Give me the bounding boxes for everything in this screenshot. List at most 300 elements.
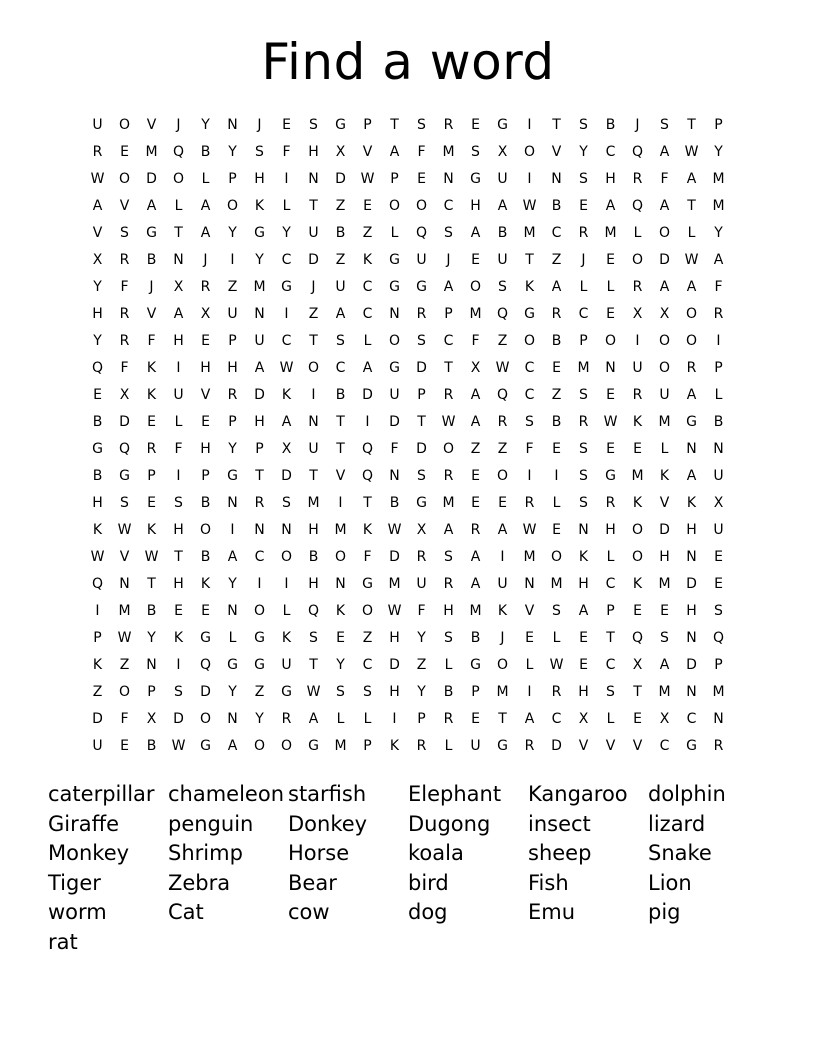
grid-letter: G bbox=[416, 495, 427, 511]
grid-letter: M bbox=[577, 360, 590, 376]
grid-letter: E bbox=[93, 387, 102, 403]
grid-letter: Y bbox=[714, 225, 723, 241]
grid-letter: P bbox=[93, 630, 102, 646]
grid-letter: U bbox=[389, 387, 400, 403]
grid-letter: E bbox=[552, 441, 561, 457]
word-list-item: koala bbox=[408, 841, 464, 865]
grid-letter: C bbox=[659, 738, 670, 754]
grid-letter: N bbox=[713, 441, 724, 457]
word-list-item: Elephant bbox=[408, 782, 502, 806]
grid-letter: B bbox=[200, 495, 211, 511]
word-list-item: Monkey bbox=[48, 841, 130, 865]
grid-letter: D bbox=[146, 171, 157, 187]
grid-letter: U bbox=[497, 171, 508, 187]
grid-letter: K bbox=[173, 630, 184, 646]
grid-letter: J bbox=[203, 252, 208, 268]
grid-letter: O bbox=[631, 252, 644, 268]
grid-letter: P bbox=[363, 117, 372, 133]
grid-letter: N bbox=[119, 576, 130, 592]
grid-letter: F bbox=[120, 360, 129, 376]
grid-letter: E bbox=[606, 306, 615, 322]
grid-letter: B bbox=[470, 630, 481, 646]
grid-letter: T bbox=[390, 117, 399, 133]
grid-letter: E bbox=[471, 468, 480, 484]
grid-letter: X bbox=[200, 306, 211, 322]
grid-letter: W bbox=[603, 414, 618, 430]
grid-letter: S bbox=[579, 171, 588, 187]
grid-letter: I bbox=[284, 171, 289, 187]
grid-letter: G bbox=[524, 306, 535, 322]
grid-letter: C bbox=[281, 333, 292, 349]
grid-letter: I bbox=[392, 711, 397, 727]
grid-letter: U bbox=[308, 441, 319, 457]
grid-letter: K bbox=[497, 603, 508, 619]
grid-letter: F bbox=[417, 603, 426, 619]
grid-letter: V bbox=[605, 738, 616, 754]
word-list-item: dog bbox=[408, 900, 448, 924]
grid-letter: G bbox=[281, 279, 292, 295]
grid-letter: N bbox=[551, 171, 562, 187]
grid-letter: R bbox=[524, 495, 535, 511]
grid-letter: I bbox=[716, 333, 721, 349]
grid-letter: S bbox=[660, 117, 669, 133]
grid-letter: C bbox=[335, 360, 346, 376]
grid-letter: Q bbox=[91, 360, 104, 376]
grid-letter: U bbox=[92, 738, 103, 754]
grid-letter: U bbox=[659, 387, 670, 403]
grid-letter: W bbox=[684, 252, 699, 268]
grid-letter: L bbox=[228, 630, 237, 646]
grid-letter: Q bbox=[361, 441, 374, 457]
grid-letter: V bbox=[335, 468, 346, 484]
grid-letter: S bbox=[498, 279, 507, 295]
grid-letter: F bbox=[660, 171, 669, 187]
grid-letter: C bbox=[524, 387, 535, 403]
grid-letter: O bbox=[118, 171, 131, 187]
grid-letter: L bbox=[552, 495, 561, 511]
grid-letter: W bbox=[522, 198, 537, 214]
grid-letter: N bbox=[227, 117, 238, 133]
grid-letter: H bbox=[200, 360, 211, 376]
grid-letter: K bbox=[578, 549, 589, 565]
grid-letter: S bbox=[444, 630, 453, 646]
grid-letter: A bbox=[389, 144, 400, 160]
grid-letter: G bbox=[119, 468, 130, 484]
grid-letter: P bbox=[417, 711, 426, 727]
grid-letter: C bbox=[578, 306, 589, 322]
grid-letter: E bbox=[471, 117, 480, 133]
word-list-item: Snake bbox=[648, 841, 712, 865]
grid-letter: E bbox=[471, 252, 480, 268]
grid-letter: G bbox=[146, 225, 157, 241]
grid-letter: R bbox=[686, 360, 697, 376]
grid-letter: O bbox=[685, 306, 698, 322]
grid-letter: R bbox=[119, 252, 130, 268]
word-list-item: penguin bbox=[168, 811, 254, 836]
grid-letter: I bbox=[527, 468, 532, 484]
grid-letter: Z bbox=[551, 252, 562, 268]
grid-letter: S bbox=[714, 603, 723, 619]
grid-letter: A bbox=[551, 279, 562, 295]
grid-letter: T bbox=[174, 225, 183, 241]
grid-letter: I bbox=[230, 522, 235, 538]
grid-letter: Q bbox=[631, 198, 644, 214]
grid-letter: O bbox=[415, 198, 428, 214]
grid-letter: M bbox=[496, 684, 509, 700]
grid-letter: P bbox=[201, 468, 210, 484]
grid-letter: Z bbox=[551, 387, 562, 403]
grid-letter: O bbox=[361, 603, 374, 619]
grid-letter: X bbox=[92, 252, 103, 268]
grid-letter: K bbox=[632, 576, 643, 592]
grid-letter: Y bbox=[417, 684, 426, 700]
grid-letter: X bbox=[416, 522, 427, 538]
word-list-item: sheep bbox=[528, 841, 592, 865]
grid-letter: O bbox=[280, 549, 293, 565]
grid-letter: M bbox=[469, 603, 482, 619]
grid-letter: Y bbox=[201, 117, 210, 133]
grid-letter: S bbox=[417, 333, 426, 349]
grid-letter: E bbox=[552, 522, 561, 538]
grid-letter: I bbox=[176, 468, 181, 484]
grid-letter: A bbox=[200, 225, 211, 241]
grid-letter: A bbox=[92, 198, 103, 214]
grid-letter: F bbox=[147, 333, 156, 349]
grid-letter: D bbox=[362, 387, 373, 403]
grid-letter: I bbox=[527, 684, 532, 700]
grid-letter: B bbox=[200, 549, 211, 565]
grid-letter: L bbox=[282, 198, 291, 214]
grid-letter: S bbox=[552, 603, 561, 619]
grid-letter: T bbox=[255, 468, 264, 484]
grid-letter: K bbox=[281, 387, 292, 403]
grid-letter: A bbox=[281, 414, 292, 430]
grid-letter: J bbox=[500, 630, 505, 646]
grid-letter: G bbox=[497, 738, 508, 754]
grid-letter: A bbox=[227, 738, 238, 754]
grid-letter: M bbox=[712, 198, 725, 214]
grid-letter: K bbox=[632, 414, 643, 430]
grid-letter: I bbox=[635, 333, 640, 349]
grid-letter: Q bbox=[91, 576, 104, 592]
grid-letter: V bbox=[551, 144, 562, 160]
grid-letter: E bbox=[606, 387, 615, 403]
grid-letter: E bbox=[579, 198, 588, 214]
grid-letter: E bbox=[201, 603, 210, 619]
grid-letter: R bbox=[416, 306, 427, 322]
grid-letter: V bbox=[659, 495, 670, 511]
grid-letter: X bbox=[632, 657, 643, 673]
grid-letter: A bbox=[686, 387, 697, 403]
grid-letter: P bbox=[363, 738, 372, 754]
grid-letter: N bbox=[578, 522, 589, 538]
grid-letter: E bbox=[525, 630, 534, 646]
grid-letter: X bbox=[497, 144, 508, 160]
grid-letter: X bbox=[713, 495, 724, 511]
grid-letter: E bbox=[633, 441, 642, 457]
grid-letter: G bbox=[686, 414, 697, 430]
grid-letter: G bbox=[416, 279, 427, 295]
grid-letter: V bbox=[578, 738, 589, 754]
grid-letter: R bbox=[551, 684, 562, 700]
grid-letter: U bbox=[92, 117, 103, 133]
word-list-item: bird bbox=[408, 870, 449, 895]
grid-letter: W bbox=[387, 522, 402, 538]
grid-letter: S bbox=[579, 117, 588, 133]
grid-letter: C bbox=[605, 144, 616, 160]
grid-letter: S bbox=[255, 144, 264, 160]
grid-letter: E bbox=[633, 603, 642, 619]
grid-letter: G bbox=[200, 630, 211, 646]
grid-letter: D bbox=[416, 441, 427, 457]
grid-letter: U bbox=[416, 252, 427, 268]
word-list-item: Bear bbox=[288, 870, 337, 895]
grid-letter: I bbox=[365, 414, 370, 430]
grid-letter: M bbox=[442, 144, 455, 160]
grid-letter: C bbox=[443, 333, 454, 349]
grid-letter: K bbox=[281, 630, 292, 646]
grid-letter: V bbox=[200, 387, 211, 403]
grid-letter: K bbox=[200, 576, 211, 592]
grid-letter: V bbox=[92, 225, 103, 241]
grid-letter: L bbox=[174, 198, 183, 214]
grid-letter: M bbox=[550, 576, 563, 592]
grid-letter: S bbox=[417, 468, 426, 484]
grid-letter: H bbox=[173, 333, 184, 349]
grid-letter: J bbox=[581, 252, 586, 268]
grid-letter: U bbox=[335, 279, 346, 295]
grid-letter: B bbox=[605, 117, 616, 133]
grid-letter: E bbox=[147, 495, 156, 511]
grid-letter: D bbox=[551, 738, 562, 754]
grid-letter: Q bbox=[496, 306, 509, 322]
grid-letter: G bbox=[92, 441, 103, 457]
grid-letter: V bbox=[524, 603, 535, 619]
grid-letter: S bbox=[579, 387, 588, 403]
grid-letter: T bbox=[309, 468, 318, 484]
grid-letter: A bbox=[173, 306, 184, 322]
grid-letter: T bbox=[552, 117, 561, 133]
grid-letter: G bbox=[470, 657, 481, 673]
grid-letter: M bbox=[334, 522, 347, 538]
grid-letter: O bbox=[550, 549, 563, 565]
grid-letter: I bbox=[527, 171, 532, 187]
grid-letter: V bbox=[119, 549, 130, 565]
grid-letter: W bbox=[144, 549, 159, 565]
grid-letter: O bbox=[253, 738, 266, 754]
grid-letter: E bbox=[498, 495, 507, 511]
grid-letter: A bbox=[497, 522, 508, 538]
grid-letter: Q bbox=[712, 630, 725, 646]
grid-letter: M bbox=[523, 549, 536, 565]
grid-letter: X bbox=[632, 306, 643, 322]
grid-letter: I bbox=[257, 576, 262, 592]
grid-letter: R bbox=[497, 414, 508, 430]
word-list-item: Kangaroo bbox=[528, 782, 628, 806]
grid-letter: Z bbox=[497, 333, 508, 349]
grid-letter: D bbox=[119, 414, 130, 430]
grid-letter: O bbox=[334, 549, 347, 565]
grid-letter: G bbox=[497, 117, 508, 133]
grid-letter: B bbox=[92, 414, 103, 430]
grid-letter: M bbox=[334, 738, 347, 754]
grid-letter: G bbox=[605, 468, 616, 484]
word-list-item: dolphin bbox=[648, 782, 726, 806]
grid-letter: E bbox=[120, 738, 129, 754]
grid-letter: I bbox=[338, 495, 343, 511]
grid-letter: J bbox=[176, 117, 181, 133]
word-list-item: insect bbox=[528, 811, 591, 836]
grid-letter: Y bbox=[228, 144, 237, 160]
grid-letter: H bbox=[686, 603, 697, 619]
grid-letter: S bbox=[606, 684, 615, 700]
grid-letter: Y bbox=[336, 657, 345, 673]
grid-letter: S bbox=[309, 630, 318, 646]
grid-letter: H bbox=[92, 306, 103, 322]
grid-letter: O bbox=[604, 333, 617, 349]
grid-letter: A bbox=[659, 657, 670, 673]
grid-letter: E bbox=[174, 603, 183, 619]
grid-letter: D bbox=[686, 576, 697, 592]
grid-letter: D bbox=[335, 171, 346, 187]
grid-letter: M bbox=[604, 225, 617, 241]
grid-letter: K bbox=[92, 657, 103, 673]
grid-letter: A bbox=[659, 279, 670, 295]
grid-letter: S bbox=[336, 684, 345, 700]
grid-letter: L bbox=[336, 711, 345, 727]
grid-letter: H bbox=[686, 522, 697, 538]
grid-letter: E bbox=[714, 576, 723, 592]
grid-letter: B bbox=[146, 252, 157, 268]
grid-letter: S bbox=[363, 684, 372, 700]
grid-letter: O bbox=[280, 738, 293, 754]
grid-letter: U bbox=[416, 576, 427, 592]
grid-letter: Y bbox=[714, 144, 723, 160]
grid-letter: T bbox=[687, 198, 696, 214]
grid-letter: C bbox=[524, 360, 535, 376]
grid-letter: M bbox=[712, 171, 725, 187]
grid-letter: H bbox=[173, 576, 184, 592]
grid-letter: O bbox=[658, 225, 671, 241]
word-list-item: Donkey bbox=[288, 811, 368, 836]
grid-letter: S bbox=[120, 495, 129, 511]
grid-letter: B bbox=[443, 684, 454, 700]
grid-letter: Z bbox=[416, 657, 427, 673]
grid-letter: H bbox=[578, 576, 589, 592]
grid-letter: F bbox=[714, 279, 723, 295]
grid-letter: H bbox=[308, 522, 319, 538]
grid-letter: G bbox=[254, 225, 265, 241]
grid-letter: L bbox=[714, 387, 723, 403]
grid-letter: L bbox=[201, 171, 210, 187]
grid-letter: H bbox=[389, 630, 400, 646]
grid-letter: L bbox=[174, 414, 183, 430]
grid-letter: D bbox=[389, 657, 400, 673]
grid-letter: O bbox=[658, 333, 671, 349]
word-list-item: Emu bbox=[528, 900, 576, 924]
grid-letter: A bbox=[659, 198, 670, 214]
word-list-item: cow bbox=[288, 900, 330, 924]
grid-letter: A bbox=[335, 306, 346, 322]
grid-letter: O bbox=[388, 198, 401, 214]
grid-letter: N bbox=[308, 414, 319, 430]
grid-letter: R bbox=[632, 171, 643, 187]
grid-letter: U bbox=[497, 576, 508, 592]
grid-letter: Q bbox=[496, 387, 509, 403]
grid-letter: U bbox=[497, 252, 508, 268]
grid-letter: O bbox=[307, 360, 320, 376]
grid-letter: W bbox=[171, 738, 186, 754]
grid-letter: N bbox=[524, 576, 535, 592]
grid-letter: D bbox=[308, 252, 319, 268]
grid-letter: E bbox=[417, 171, 426, 187]
grid-letter: R bbox=[524, 738, 535, 754]
grid-letter: T bbox=[147, 576, 156, 592]
grid-letter: O bbox=[496, 657, 509, 673]
grid-letter: E bbox=[282, 117, 291, 133]
grid-letter: U bbox=[632, 360, 643, 376]
grid-letter: Z bbox=[254, 684, 265, 700]
grid-letter: N bbox=[254, 306, 265, 322]
grid-letter: M bbox=[118, 603, 131, 619]
grid-letter: T bbox=[606, 630, 615, 646]
grid-letter: P bbox=[714, 657, 723, 673]
grid-letter: O bbox=[226, 198, 239, 214]
grid-letter: A bbox=[443, 522, 454, 538]
grid-letter: T bbox=[363, 495, 372, 511]
grid-letter: Y bbox=[228, 576, 237, 592]
grid-letter: G bbox=[227, 468, 238, 484]
grid-letter: G bbox=[335, 117, 346, 133]
word-list-item: caterpillar bbox=[48, 782, 155, 806]
letter-grid bbox=[84, 112, 732, 760]
grid-letter: F bbox=[525, 441, 534, 457]
grid-letter: Z bbox=[335, 252, 346, 268]
grid-letter: N bbox=[389, 468, 400, 484]
grid-letter: Y bbox=[228, 441, 237, 457]
grid-letter: M bbox=[388, 576, 401, 592]
grid-letter: R bbox=[146, 441, 157, 457]
grid-letter: E bbox=[363, 198, 372, 214]
grid-letter: V bbox=[632, 738, 643, 754]
word-list-item: Fish bbox=[528, 870, 569, 895]
grid-letter: R bbox=[200, 279, 211, 295]
grid-letter: K bbox=[362, 252, 373, 268]
grid-letter: Z bbox=[362, 630, 373, 646]
grid-letter: D bbox=[92, 711, 103, 727]
grid-letter: J bbox=[257, 117, 262, 133]
grid-letter: T bbox=[336, 414, 345, 430]
grid-letter: S bbox=[444, 225, 453, 241]
grid-letter: G bbox=[686, 738, 697, 754]
grid-letter: T bbox=[309, 333, 318, 349]
grid-letter: C bbox=[605, 576, 616, 592]
grid-letter: Q bbox=[199, 657, 212, 673]
grid-letter: H bbox=[173, 522, 184, 538]
grid-letter: H bbox=[659, 549, 670, 565]
grid-letter: B bbox=[389, 495, 400, 511]
grid-letter: K bbox=[524, 279, 535, 295]
grid-letter: P bbox=[714, 360, 723, 376]
grid-letter: O bbox=[523, 144, 536, 160]
word-list-item: pig bbox=[648, 900, 681, 924]
grid-letter: R bbox=[443, 387, 454, 403]
grid-letter: H bbox=[605, 171, 616, 187]
grid-letter: P bbox=[228, 333, 237, 349]
grid-letter: A bbox=[146, 198, 157, 214]
grid-letter: T bbox=[174, 549, 183, 565]
grid-letter: N bbox=[173, 252, 184, 268]
